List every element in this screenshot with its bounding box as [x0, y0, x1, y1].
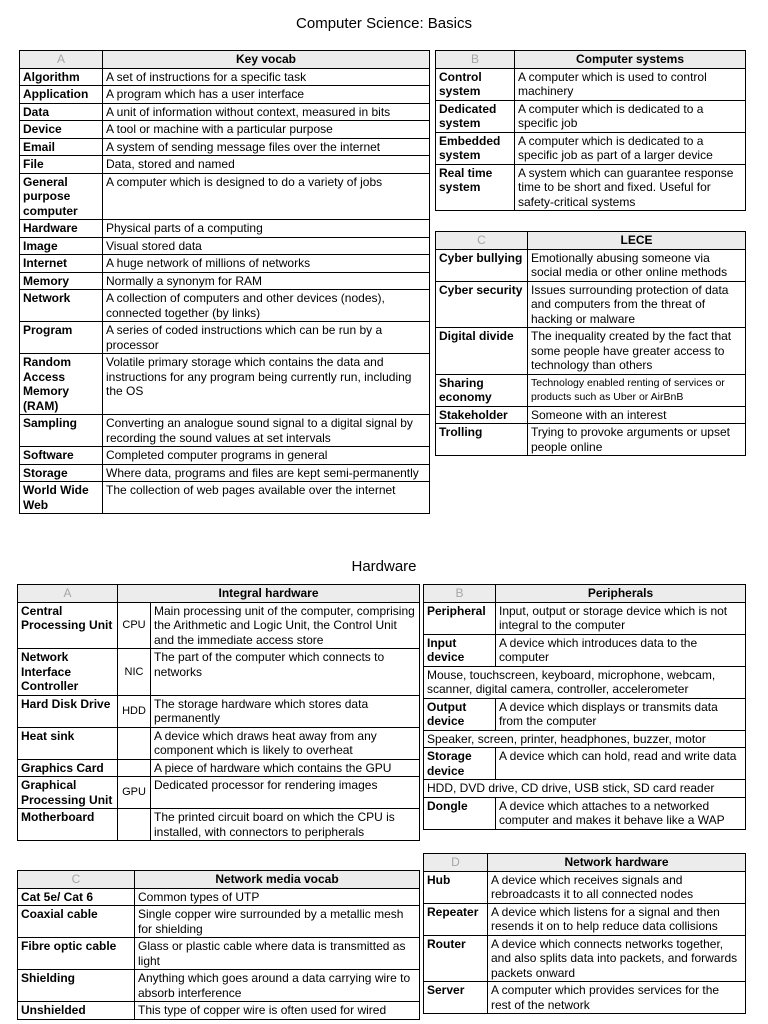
table-row	[18, 759, 420, 777]
table-row	[20, 464, 430, 482]
table-header	[18, 871, 420, 889]
section-heading: Integral hardware	[118, 585, 420, 603]
table-row	[424, 982, 746, 1014]
term-cell: General purpose computer	[20, 173, 103, 220]
table-row	[18, 888, 420, 906]
definition-cell: Dedicated processor for rendering images	[151, 777, 420, 809]
term-cell: Dedicated system	[436, 100, 515, 132]
section-heading: Peripherals	[496, 585, 746, 603]
definition-cell: A device which listens for a signal and then resends it on to help reduce data collisions	[488, 903, 746, 935]
table-row	[20, 290, 430, 322]
term-cell: Cyber security	[436, 281, 528, 328]
term-cell: Repeater	[424, 903, 488, 935]
table-row	[20, 237, 430, 255]
definition-cell: Visual stored data	[103, 237, 430, 255]
definition-cell: Single copper wire surrounded by a metallic mesh for shielding	[135, 906, 420, 938]
section-letter: B	[424, 585, 496, 603]
term-cell: Graphical Processing Unit	[18, 777, 118, 809]
abbreviation-cell	[118, 727, 151, 759]
abbreviation-cell: NIC	[118, 649, 151, 696]
definition-cell: Main processing unit of the computer, comprising the Arithmetic and Logic Unit, the Control Unit and the immediate access store	[151, 602, 420, 649]
term-cell: Server	[424, 982, 488, 1014]
term-cell: Sampling	[20, 415, 103, 447]
definition-cell: A computer which is dedicated to a specific job as part of a larger device	[515, 132, 746, 164]
section-letter: C	[436, 232, 528, 250]
term-cell: Cyber bullying	[436, 249, 528, 281]
section-heading: Network hardware	[488, 854, 746, 872]
table-row	[436, 424, 746, 456]
table-row	[436, 100, 746, 132]
peripherals-section	[423, 584, 746, 830]
section-heading: LECE	[528, 232, 746, 250]
table-row	[436, 406, 746, 424]
table-row	[424, 730, 746, 748]
table-row	[424, 935, 746, 982]
definition-cell: Data, stored and named	[103, 156, 430, 174]
table-row	[424, 871, 746, 903]
network-hardware-section	[423, 853, 746, 1014]
term-cell: Storage device	[424, 748, 496, 780]
definition-cell: The storage hardware which stores data permanently	[151, 695, 420, 727]
definition-cell: A computer which is dedicated to a specific job	[515, 100, 746, 132]
table-row	[424, 797, 746, 829]
definition-cell: A system of sending message files over the internet	[103, 138, 430, 156]
table-row	[436, 328, 746, 375]
definition-cell: A device which connects networks together, and also splits data into packets, and forwards packets onward	[488, 935, 746, 982]
table-row	[424, 602, 746, 634]
term-cell: Memory	[20, 272, 103, 290]
definition-cell: Trying to provoke arguments or upset people online	[528, 424, 746, 456]
definition-cell: A device which displays or transmits data from the computer	[496, 698, 746, 730]
table-header	[424, 854, 746, 872]
definition-cell: Normally a synonym for RAM	[103, 272, 430, 290]
table-row	[18, 938, 420, 970]
definition-cell: A device which receives signals and rebroadcasts it to all connected nodes	[488, 871, 746, 903]
term-cell: Software	[20, 447, 103, 465]
lece-section	[435, 231, 746, 456]
definition-cell: Someone with an interest	[528, 406, 746, 424]
table-row	[18, 970, 420, 1002]
term-cell: Output device	[424, 698, 496, 730]
table-row	[424, 666, 746, 698]
network-media-section	[17, 870, 420, 1020]
term-cell: Network	[20, 290, 103, 322]
definition-cell: Converting an analogue sound signal to a digital signal by recording the sound values at set intervals	[103, 415, 430, 447]
table-row	[20, 220, 430, 238]
peripherals-table	[423, 584, 746, 830]
term-cell: Dongle	[424, 797, 496, 829]
definition-cell: A device which introduces data to the computer	[496, 634, 746, 666]
term-cell: Internet	[20, 255, 103, 273]
definition-cell: A unit of information without context, measured in bits	[103, 103, 430, 121]
table-row	[20, 86, 430, 104]
term-cell: Random Access Memory (RAM)	[20, 354, 103, 415]
definition-cell: Physical parts of a computing	[103, 220, 430, 238]
definition-cell: A collection of computers and other devices (nodes), connected together (by links)	[103, 290, 430, 322]
table-row	[18, 695, 420, 727]
definition-cell: A piece of hardware which contains the GPU	[151, 759, 420, 777]
term-cell: Shielding	[18, 970, 135, 1002]
page-title: Computer Science: Basics	[296, 15, 472, 32]
definition-cell: A tool or machine with a particular purpose	[103, 121, 430, 139]
table-row	[18, 727, 420, 759]
table-row	[18, 1002, 420, 1020]
section-letter: A	[18, 585, 118, 603]
table-row	[20, 121, 430, 139]
term-cell: Data	[20, 103, 103, 121]
term-cell: World Wide Web	[20, 482, 103, 514]
definition-cell: The inequality created by the fact that some people have greater access to technology than others	[528, 328, 746, 375]
hardware-title: Hardware	[351, 558, 417, 575]
definition-cell: A series of coded instructions which can be run by a processor	[103, 322, 430, 354]
table-row	[20, 482, 430, 514]
table-row	[20, 255, 430, 273]
table-header	[436, 51, 746, 69]
definition-cell: Issues surrounding protection of data and computers from the threat of hacking or malware	[528, 281, 746, 328]
table-row	[18, 906, 420, 938]
term-cell: Sharing economy	[436, 374, 528, 406]
section-letter: B	[436, 51, 515, 69]
term-cell: Real time system	[436, 164, 515, 211]
term-cell: Hub	[424, 871, 488, 903]
section-heading: Key vocab	[103, 51, 430, 69]
definition-cell: Anything which goes around a data carrying wire to absorb interference	[135, 970, 420, 1002]
abbreviation-cell: CPU	[118, 602, 151, 649]
table-row	[20, 138, 430, 156]
term-cell: Central Processing Unit	[18, 602, 118, 649]
term-cell: Application	[20, 86, 103, 104]
definition-cell: Common types of UTP	[135, 888, 420, 906]
section-letter: C	[18, 871, 135, 889]
table-row	[20, 68, 430, 86]
table-row	[20, 156, 430, 174]
table-row	[436, 164, 746, 211]
key-vocab-section	[19, 50, 430, 514]
term-cell: Unshielded	[18, 1002, 135, 1020]
definition-cell: The printed circuit board on which the CPU is installed, with connectors to peripherals	[151, 809, 420, 841]
table-row	[424, 748, 746, 780]
definition-cell: A system which can guarantee response time to be short and fixed. Useful for safety-critical systems	[515, 164, 746, 211]
term-cell: Control system	[436, 68, 515, 100]
definition-cell: Where data, programs and files are kept semi-permanently	[103, 464, 430, 482]
table-row	[18, 777, 420, 809]
definition-cell: A computer which is used to control machinery	[515, 68, 746, 100]
definition-cell: A huge network of millions of networks	[103, 255, 430, 273]
section-letter: A	[20, 51, 103, 69]
table-header	[436, 232, 746, 250]
integral-hardware-section	[17, 584, 420, 841]
term-cell: Storage	[20, 464, 103, 482]
definition-cell: Technology enabled renting of services or products such as Uber or AirBnB	[528, 374, 746, 406]
table-row	[436, 68, 746, 100]
section-letter: D	[424, 854, 488, 872]
definition-cell: A device which can hold, read and write data	[496, 748, 746, 780]
abbreviation-cell: HDD	[118, 695, 151, 727]
table-row	[20, 103, 430, 121]
term-cell: Peripheral	[424, 602, 496, 634]
table-row	[436, 249, 746, 281]
term-cell: Hard Disk Drive	[18, 695, 118, 727]
term-cell: Email	[20, 138, 103, 156]
table-header	[18, 585, 420, 603]
term-cell: Input device	[424, 634, 496, 666]
table-row	[20, 415, 430, 447]
definition-cell: Volatile primary storage which contains the data and instructions for any program being currently run, including the OS	[103, 354, 430, 415]
table-row	[20, 447, 430, 465]
abbreviation-cell	[118, 809, 151, 841]
term-cell: Hardware	[20, 220, 103, 238]
definition-cell: Glass or plastic cable where data is transmitted as light	[135, 938, 420, 970]
term-cell: Image	[20, 237, 103, 255]
table-row	[18, 649, 420, 696]
term-cell: Coaxial cable	[18, 906, 135, 938]
term-cell: Graphics Card	[18, 759, 118, 777]
network-hardware-table	[423, 853, 746, 1014]
section-heading: Network media vocab	[135, 871, 420, 889]
term-cell: Network Interface Controller	[18, 649, 118, 696]
computer-systems-table	[435, 50, 746, 211]
table-row	[20, 173, 430, 220]
definition-cell: Completed computer programs in general	[103, 447, 430, 465]
term-cell: Motherboard	[18, 809, 118, 841]
definition-cell: Input, output or storage device which is not integral to the computer	[496, 602, 746, 634]
definition-cell: The part of the computer which connects to networks	[151, 649, 420, 696]
table-row	[424, 780, 746, 798]
table-row	[436, 281, 746, 328]
examples-cell: HDD, DVD drive, CD drive, USB stick, SD card reader	[424, 780, 746, 798]
definition-cell: A computer which provides services for the rest of the network	[488, 982, 746, 1014]
lece-table	[435, 231, 746, 456]
table-row	[424, 698, 746, 730]
key-vocab-table	[19, 50, 430, 514]
examples-cell: Mouse, touchscreen, keyboard, microphone, webcam, scanner, digital camera, controller, accelerometer	[424, 666, 746, 698]
definition-cell: A device which attaches to a networked computer and makes it behave like a WAP	[496, 797, 746, 829]
definition-cell: A program which has a user interface	[103, 86, 430, 104]
table-row	[18, 602, 420, 649]
network-media-table	[17, 870, 420, 1020]
examples-cell: Speaker, screen, printer, headphones, buzzer, motor	[424, 730, 746, 748]
definition-cell: A set of instructions for a specific task	[103, 68, 430, 86]
definition-cell: The collection of web pages available over the internet	[103, 482, 430, 514]
term-cell: Digital divide	[436, 328, 528, 375]
term-cell: Fibre optic cable	[18, 938, 135, 970]
table-row	[424, 903, 746, 935]
term-cell: Embedded system	[436, 132, 515, 164]
term-cell: File	[20, 156, 103, 174]
table-header	[424, 585, 746, 603]
abbreviation-cell	[118, 759, 151, 777]
section-heading: Computer systems	[515, 51, 746, 69]
term-cell: Program	[20, 322, 103, 354]
definition-cell: A computer which is designed to do a variety of jobs	[103, 173, 430, 220]
table-row	[18, 809, 420, 841]
abbreviation-cell: GPU	[118, 777, 151, 809]
table-row	[424, 634, 746, 666]
table-row	[20, 354, 430, 415]
table-row	[436, 374, 746, 406]
term-cell: Stakeholder	[436, 406, 528, 424]
table-row	[20, 272, 430, 290]
term-cell: Cat 5e/ Cat 6	[18, 888, 135, 906]
table-header	[20, 51, 430, 69]
definition-cell: This type of copper wire is often used for wired	[135, 1002, 420, 1020]
integral-hardware-table	[17, 584, 420, 841]
table-row	[436, 132, 746, 164]
table-row	[20, 322, 430, 354]
term-cell: Device	[20, 121, 103, 139]
term-cell: Trolling	[436, 424, 528, 456]
term-cell: Router	[424, 935, 488, 982]
definition-cell: Emotionally abusing someone via social media or other online methods	[528, 249, 746, 281]
term-cell: Algorithm	[20, 68, 103, 86]
definition-cell: A device which draws heat away from any component which is likely to overheat	[151, 727, 420, 759]
term-cell: Heat sink	[18, 727, 118, 759]
computer-systems-section	[435, 50, 746, 211]
